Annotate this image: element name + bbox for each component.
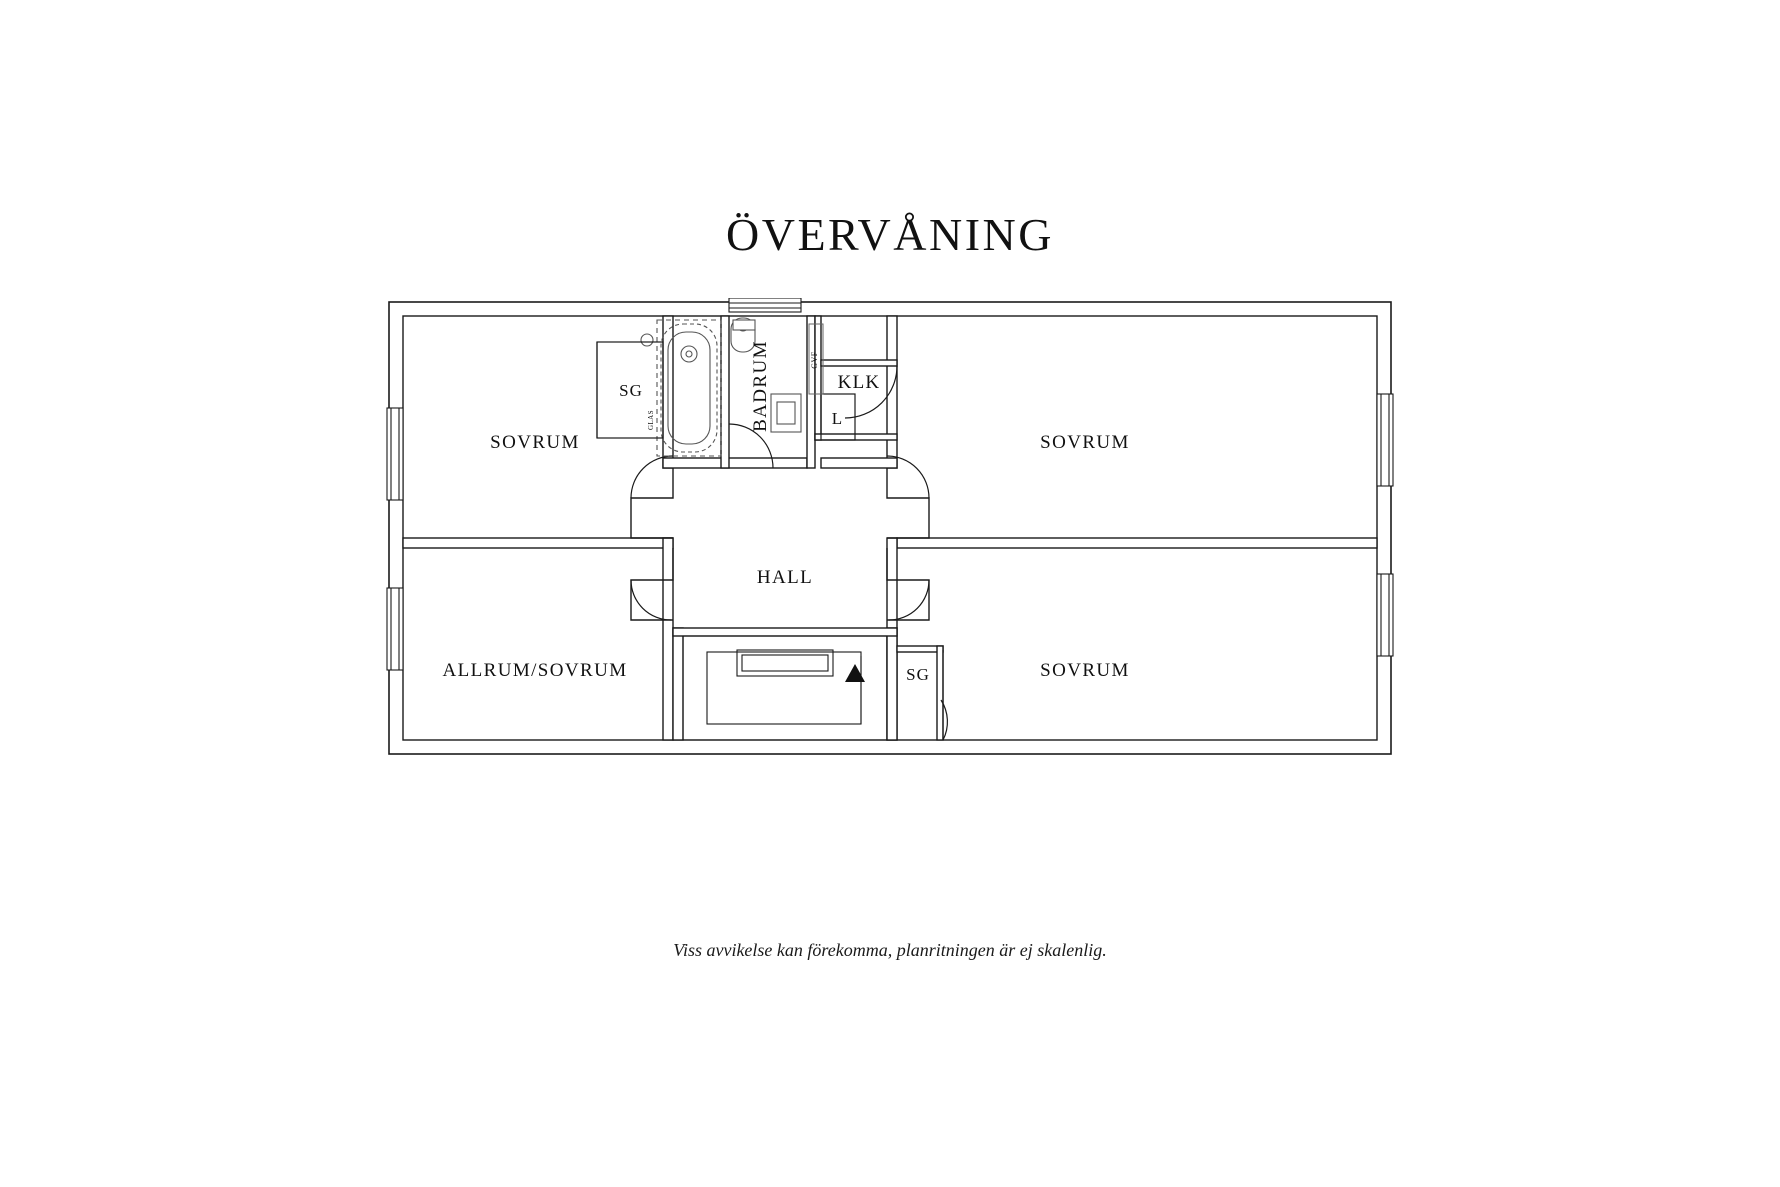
- disclaimer-text: Viss avvikelse kan förekomma, planritningen är ej skalenlig.: [673, 940, 1107, 960]
- label-badrum: BADRUM: [750, 340, 771, 432]
- stairs-direction-arrow: [845, 664, 865, 682]
- label-hall: HALL: [756, 567, 814, 588]
- label-sg-lower: SG: [906, 665, 930, 684]
- label-sovrum-bottom-right: SOVRUM: [1040, 660, 1130, 681]
- label-allrum-sovrum: ALLRUM/SOVRUM: [442, 660, 628, 681]
- label-sovrum-top-left: SOVRUM: [490, 432, 580, 453]
- floorplan-drawing: [385, 298, 1395, 758]
- floorplan-svg: [385, 298, 1395, 758]
- label-gvf-duct: GVF: [810, 351, 819, 369]
- label-sg-upper: SG: [619, 381, 643, 400]
- label-klk: KLK: [837, 372, 881, 393]
- stairs: [683, 636, 887, 740]
- label-l-closet: L: [831, 409, 843, 428]
- label-sovrum-top-right: SOVRUM: [1040, 432, 1130, 453]
- page-title: ÖVERVÅNING: [726, 209, 1054, 260]
- label-shower-glass: GLAS: [647, 410, 655, 430]
- hall-outline: [631, 468, 929, 620]
